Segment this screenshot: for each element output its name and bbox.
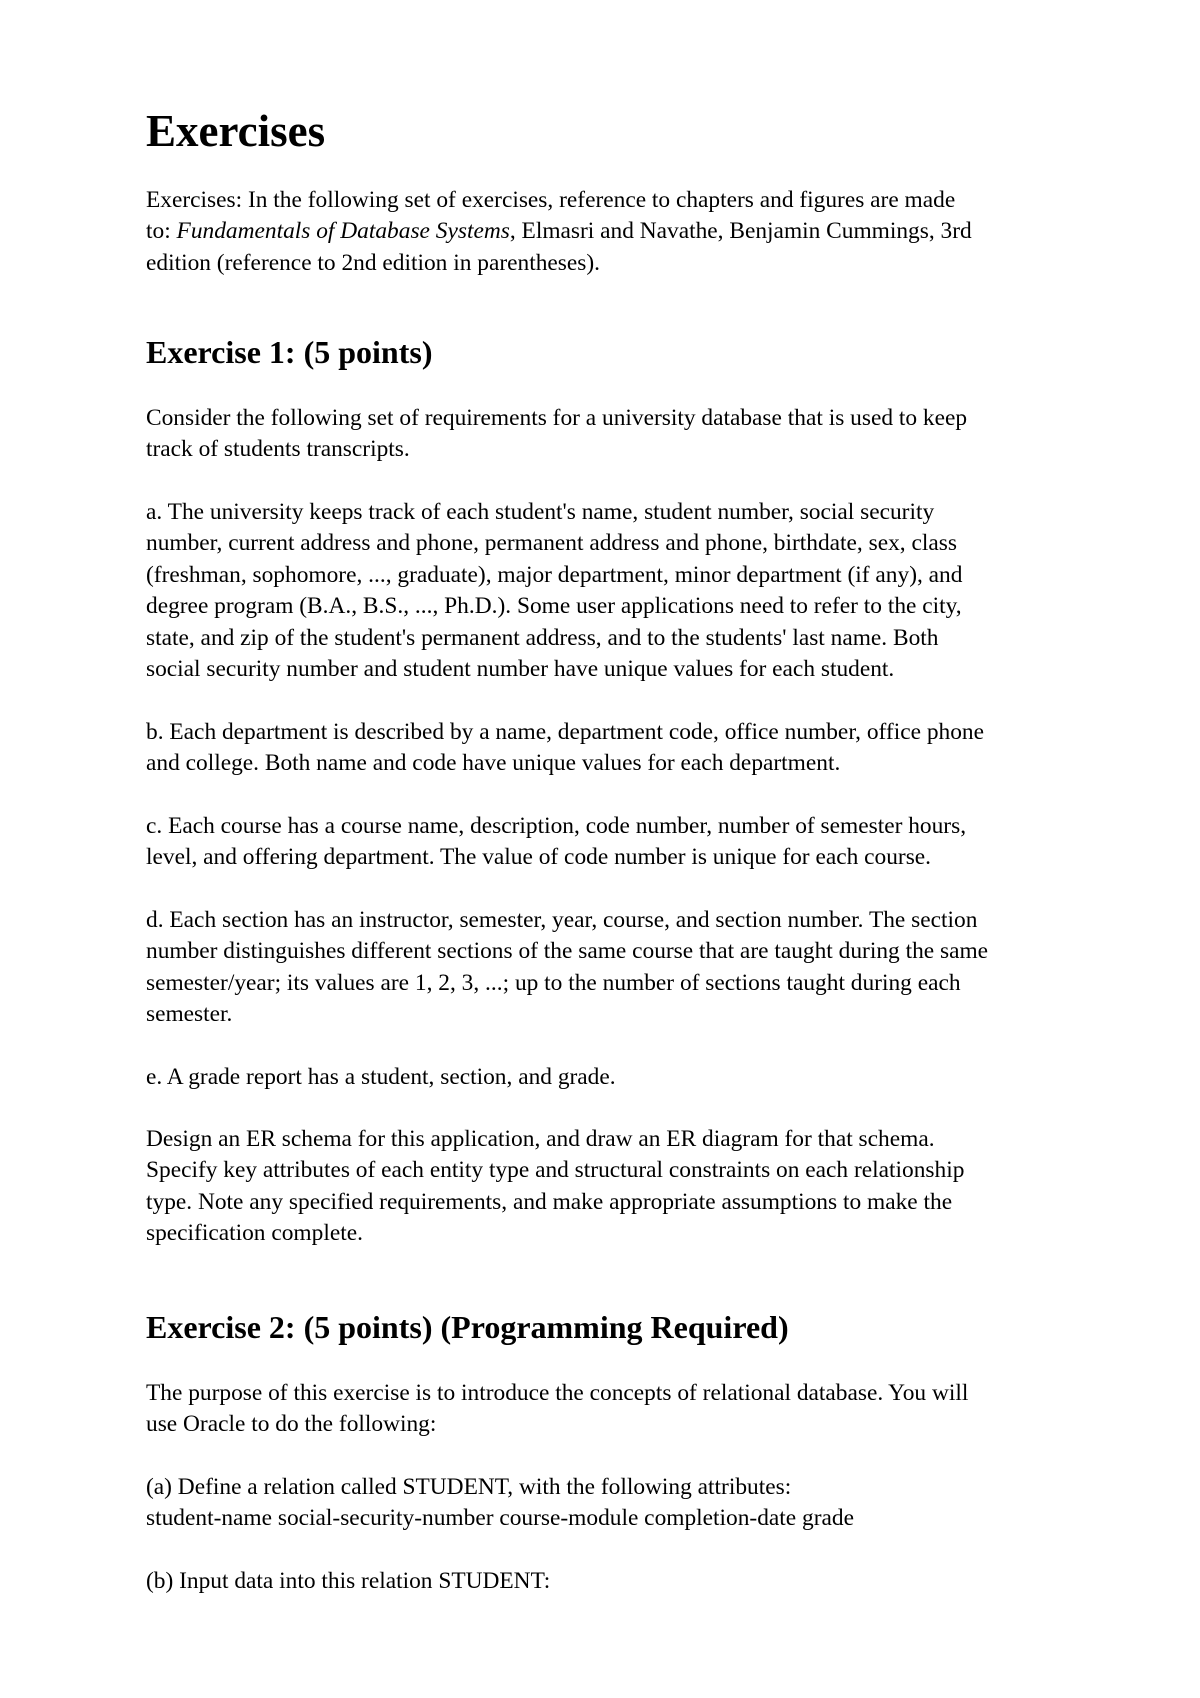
exercise-1-item-e [146, 1062, 1146, 1093]
intro-line: edition (reference to 2nd edition in parentheses). [146, 249, 600, 276]
paragraph-line: Design an ER schema for this application, and draw an ER diagram for that schema. [146, 1126, 935, 1152]
paragraph-line: level, and offering department. The value of code number is unique for each course. [146, 844, 932, 871]
paragraph-line: type. Note any specified requirements, and make appropriate assumptions to make the [146, 1188, 953, 1215]
exercise-1-task [146, 1124, 1146, 1250]
intro-line [146, 216, 1146, 247]
exercise-1-item-d [146, 905, 1146, 1031]
exercise-2-heading: Exercise 2: (5 points) (Programming Required) [146, 1309, 789, 1345]
book-title: Fundamentals of Database Systems [176, 218, 510, 245]
document-title: Exercises [146, 106, 326, 156]
paragraph-line: (b) Input data into this relation STUDENT: [146, 1568, 551, 1594]
exercise-2-item-b [146, 1566, 1146, 1597]
intro-line2-prefix: to: [146, 218, 177, 245]
exercise-2-intro [146, 1378, 1146, 1441]
exercise-1-item-c [146, 811, 1146, 874]
intro-paragraph [146, 185, 1146, 279]
intro-line: Exercises: In the following set of exercises, reference to chapters and figures are made [146, 187, 956, 213]
paragraph-line: Specify key attributes of each entity type and structural constraints on each relationship [146, 1157, 965, 1184]
exercise-1-item-a [146, 497, 1146, 685]
paragraph-line: student-name social-security-number course-module completion-date grade [146, 1505, 854, 1532]
paragraph-line: state, and zip of the student's permanent address, and to the students' last name. Both [146, 624, 939, 651]
paragraph-line: number distinguishes different sections of the same course that are taught during the same [146, 938, 989, 965]
paragraph-line: and college. Both name and code have unique values for each department. [146, 750, 841, 777]
exercise-1-item-b [146, 717, 1146, 780]
paragraph-line: d. Each section has an instructor, semester, year, course, and section number. The section [146, 907, 978, 933]
paragraph-line: Consider the following set of requirements for a university database that is used to keep [146, 405, 968, 431]
paragraph-line: social security number and student number have unique values for each student. [146, 656, 895, 683]
exercise-1-intro [146, 403, 1146, 466]
paragraph-line: b. Each department is described by a name, department code, office number, office phone [146, 719, 984, 745]
paragraph-line: The purpose of this exercise is to introduce the concepts of relational database. You will [146, 1380, 969, 1406]
paragraph-line: e. A grade report has a student, section, and grade. [146, 1064, 616, 1090]
paragraph-line: track of students transcripts. [146, 436, 410, 463]
intro-line2-suffix: , Elmasri and Navathe, Benjamin Cummings, 3rd [509, 218, 972, 245]
paragraph-line: semester/year; its values are 1, 2, 3, ...; up to the number of sections taught during each [146, 969, 961, 996]
paragraph-line: number, current address and phone, permanent address and phone, birthdate, sex, class [146, 530, 957, 557]
paragraph-line: a. The university keeps track of each student's name, student number, social security [146, 499, 935, 525]
paragraph-line: degree program (B.A., B.S., ..., Ph.D.). Some user applications need to refer to the city, [146, 593, 962, 620]
paragraph-line: (a) Define a relation called STUDENT, with the following attributes: [146, 1474, 792, 1500]
paragraph-line: semester. [146, 1001, 233, 1028]
paragraph-line: specification complete. [146, 1220, 363, 1247]
paragraph-line: (freshman, sophomore, ..., graduate), major department, minor department (if any), and [146, 561, 963, 588]
paragraph-line: c. Each course has a course name, description, code number, number of semester hours, [146, 813, 967, 839]
exercise-1-heading: Exercise 1: (5 points) [146, 334, 433, 370]
paragraph-line: use Oracle to do the following: [146, 1411, 437, 1438]
exercise-2-item-a [146, 1472, 1146, 1535]
